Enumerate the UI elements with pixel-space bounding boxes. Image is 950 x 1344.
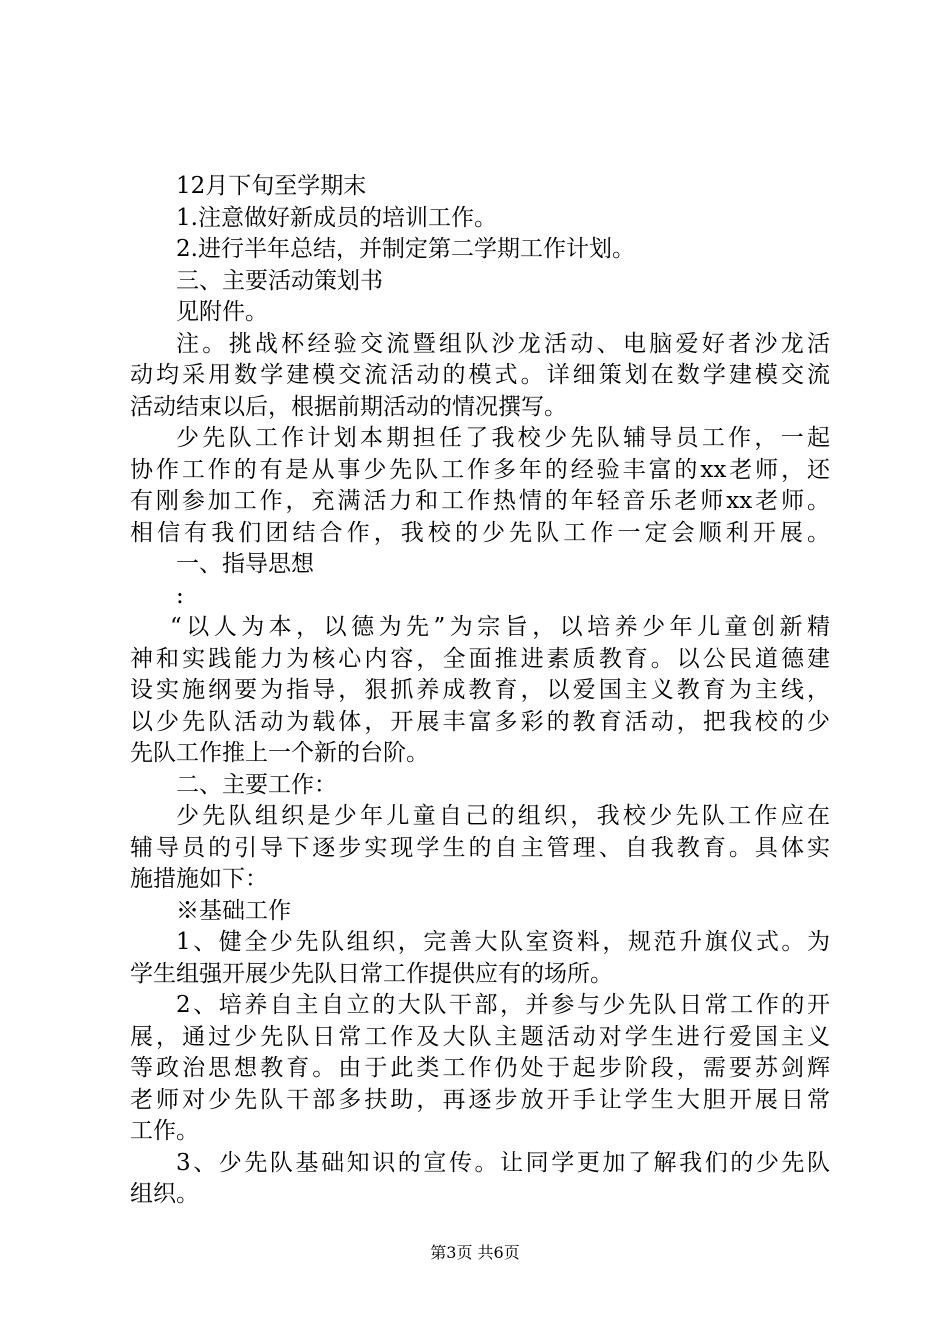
text-line: 动均采用数学建模交流活动的模式。详细策划在数学建模交流 xyxy=(130,362,830,388)
section-heading: 二、主要工作： xyxy=(176,771,337,798)
text-line: 注。挑战杯经验交流暨组队沙龙活动、电脑爱好者沙龙活 xyxy=(176,330,830,357)
text-line: 有刚参加工作，充满活力和工作热情的年轻音乐老师xx老师。 xyxy=(130,488,830,514)
text-line: 少先队工作计划本期担任了我校少先队辅导员工作，一起 xyxy=(176,425,830,451)
text-line: 3、少先队基础知识的宣传。让同学更加了解我们的少先队 xyxy=(176,1149,830,1176)
text-line: 工作。 xyxy=(130,1118,199,1144)
text-line: 学生组强开展少先队日常工作提供应有的场所。 xyxy=(130,960,613,987)
text-line: 等政治思想教育。由于此类工作仍处于起步阶段，需要苏剑辉 xyxy=(130,1055,830,1081)
text-line: 见附件。 xyxy=(176,299,268,325)
text-line: 1、健全少先队组织，完善大队室资料，规范升旗仪式。为 xyxy=(176,929,830,955)
page-number-footer: 第3页 共6页 xyxy=(430,1243,520,1262)
text-line: 展，通过少先队日常工作及大队主题活动对学生进行爱国主义 xyxy=(130,1023,830,1050)
text-line: 2.进行半年总结，并制定第二学期工作计划。 xyxy=(176,236,635,262)
text-line: 1.注意做好新成员的培训工作。 xyxy=(176,204,497,231)
document-body xyxy=(130,171,830,1211)
text-line: “以人为本，以德为先”为宗旨，以培养少年儿童创新精 xyxy=(170,614,830,640)
text-line: 施措施如下： xyxy=(130,866,268,892)
text-line: 12月下旬至学期末 xyxy=(176,173,367,199)
text-line: 老师对少先队干部多扶助，再逐步放开手让学生大胆开展日常 xyxy=(130,1086,830,1113)
text-line: 相信有我们团结合作，我校的少先队工作一定会顺利开展。 xyxy=(130,519,830,546)
section-heading: 一、指导思想 xyxy=(176,551,314,577)
section-heading: 三、主要活动策划书 xyxy=(176,267,383,294)
text-line: 辅导员的引导下逐步实现学生的自主管理、自我教育。具体实 xyxy=(130,834,830,861)
section-heading: ※基础工作 xyxy=(176,897,291,924)
text-line: 以少先队活动为载体，开展丰富多彩的教育活动，把我校的少 xyxy=(130,708,830,735)
text-line: 组织。 xyxy=(130,1181,199,1207)
text-line: 协作工作的有是从事少先队工作多年的经验丰富的xx老师，还 xyxy=(130,456,830,483)
text-line: : xyxy=(176,582,184,609)
text-line: 设实施纲要为指导，狠抓养成教育，以爱国主义教育为主线， xyxy=(130,677,830,703)
text-line: 活动结束以后，根据前期活动的情况撰写。 xyxy=(130,393,567,420)
text-line: 神和实践能力为核心内容，全面推进素质教育。以公民道德建 xyxy=(130,645,830,672)
text-line: 2、培养自主自立的大队干部，并参与少先队日常工作的开 xyxy=(176,992,830,1018)
text-line: 先队工作推上一个新的台阶。 xyxy=(130,740,429,766)
text-line: 少先队组织是少年儿童自己的组织，我校少先队工作应在 xyxy=(176,803,830,829)
